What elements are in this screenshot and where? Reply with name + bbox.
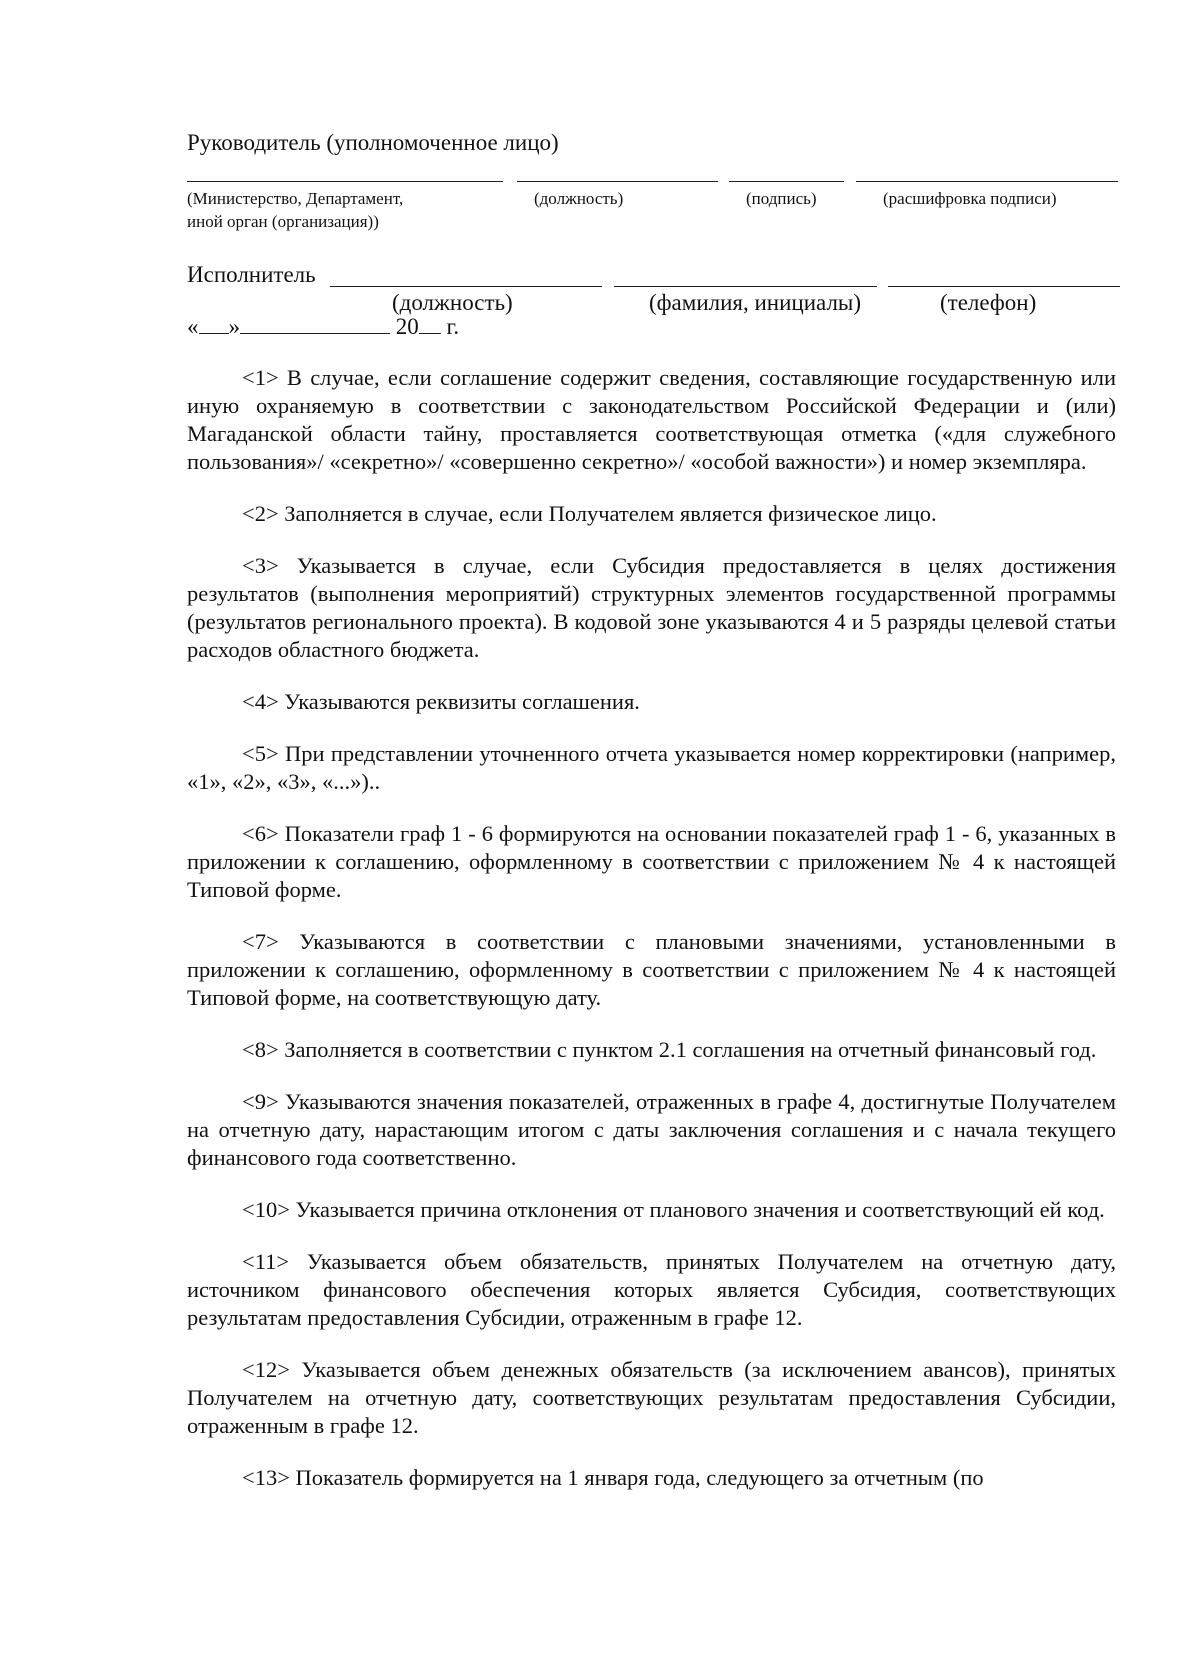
footnote-13: <13> Показатель формируется на 1 января года, следующего за отчетным (по: [242, 1465, 984, 1490]
footnote-4: <4> Указываются реквизиты соглашения.: [242, 689, 640, 714]
footnote-10: <10> Указывается причина отклонения от планового значения и соответствующий ей код.: [242, 1197, 1105, 1222]
footnote-9: <9> Указываются значения показателей, отраженных в графе 4, достигнутые Получателем на отчетную дату, нарастающим итогом с даты заключения соглашения и с начала текущего финансового года соответственно.: [187, 1089, 1116, 1170]
signatory-title: Руководитель (уполномоченное лицо): [187, 130, 559, 155]
signature-line: [729, 181, 844, 182]
executor-name-caption: (фамилия, инициалы): [649, 290, 862, 315]
footnote-6: <6> Показатели граф 1 - 6 формируются на основании показателей граф 1 - 6, указанных в приложении к соглашению, оформленному в соответствии с приложением № 4 к настоящей Типовой форме.: [187, 821, 1116, 902]
executor-phone-line: [888, 286, 1120, 287]
executor-phone-caption: (телефон): [940, 290, 1037, 315]
executor-name-line: [614, 286, 877, 287]
date-open-quote: «: [187, 314, 199, 339]
signature-transcript-line: [856, 181, 1118, 182]
footnotes: [187, 364, 1116, 1516]
year-blank: [419, 315, 441, 334]
footnote-11: <11> Указывается объем обязательств, принятых Получателем на отчетную дату, источником финансового обеспечения которых является Субсидия, соответствующих результатам предоставления Субсидии, отраженным в графе 12.: [187, 1249, 1116, 1330]
footnote-1: <1> В случае, если соглашение содержит сведения, составляющие государственную или иную охраняемую в соответствии с законодательством Российской Федерации и (или) Магаданской области тайну, проставляется соответствующая отметка («для служебного пользования»/ «секретно»/ «совершенно секретно»/ «особой важности») и номер экземпляра.: [187, 365, 1116, 474]
footnote-2: <2> Заполняется в случае, если Получателем является физическое лицо.: [242, 501, 937, 526]
organization-caption-1: (Министерство, Департамент,: [187, 189, 404, 208]
position-line: [517, 181, 718, 182]
footnote-3: <3> Указывается в случае, если Субсидия предоставляется в целях достижения результатов (выполнения мероприятий) структурных элементов государственной программы (результатов регионального проекта). В кодовой зоне указываются 4 и 5 разряды целевой статьи расходов областного бюджета.: [187, 553, 1116, 662]
footnote-12: <12> Указывается объем денежных обязательств (за исключением авансов), принятых Получателем на отчетную дату, соответствующих результатам предоставления Субсидии, отраженным в графе 12.: [187, 1357, 1116, 1438]
footnote-8: <8> Заполняется в соответствии с пунктом 2.1 соглашения на отчетный финансовый год.: [242, 1037, 1097, 1062]
footnote-7: <7> Указываются в соответствии с плановыми значениями, установленными в приложении к соглашению, оформленному в соответствии с приложением № 4 к настоящей Типовой форме, на соответствующую дату.: [187, 929, 1116, 1010]
year-prefix: 20: [395, 314, 419, 339]
executor-position-line: [330, 286, 602, 287]
signature-caption: (подпись): [746, 189, 817, 208]
year-suffix: г.: [446, 314, 460, 339]
executor-position-caption: (должность): [392, 290, 513, 315]
day-blank: [199, 315, 229, 334]
date-close-quote: »: [228, 314, 240, 339]
organization-caption-2: иной орган (организация)): [187, 212, 379, 231]
date-row: [187, 314, 459, 340]
month-blank: [240, 315, 390, 334]
position-caption: (должность): [534, 189, 624, 208]
organization-line: [187, 181, 503, 182]
signature-transcript-caption: (расшифровка подписи): [883, 189, 1057, 208]
executor-label: Исполнитель: [187, 262, 316, 287]
footnote-5: <5> При представлении уточненного отчета указывается номер корректировки (например, «1», «2», «3», «...»)..: [187, 741, 1116, 794]
